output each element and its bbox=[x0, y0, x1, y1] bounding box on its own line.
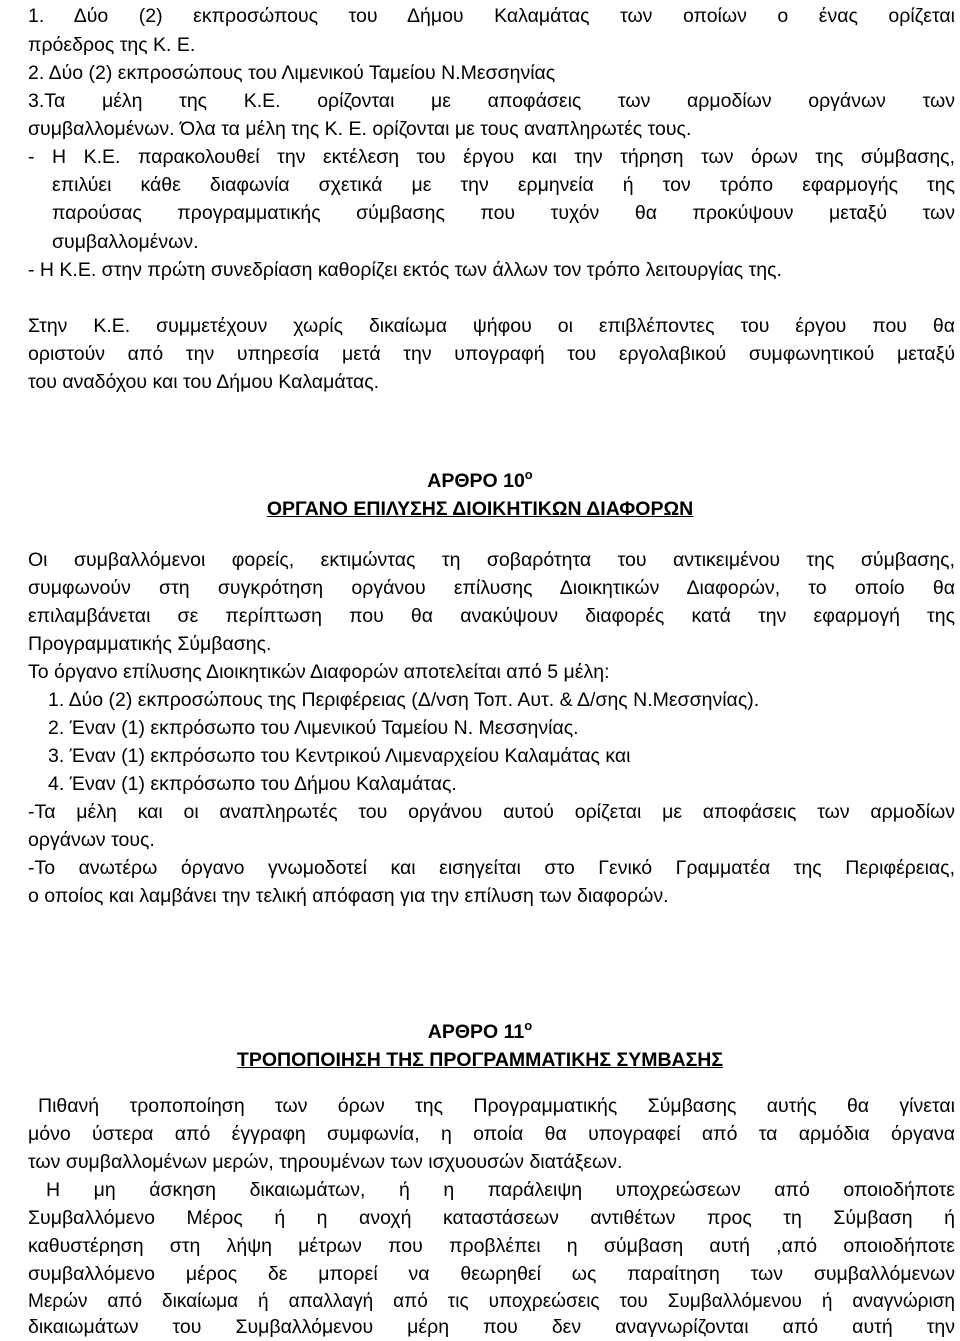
list-item-3: 3.Τα μέλη της Κ.Ε. ορίζονται με αποφάσεις των αρμοδίων οργάνων των bbox=[28, 90, 955, 112]
text-line: Οι συμβαλλόμενοι φορείς, εκτιμώντας τη σοβαρότητα του αντικειμένου της σύμβασης, bbox=[28, 549, 955, 571]
text-line: ο οποίος και λαμβάνει την τελική απόφαση για την επίλυση των διαφορών. bbox=[28, 885, 669, 907]
text-line: του αναδόχου και του Δήμου Καλαμάτας. bbox=[28, 371, 380, 393]
text-line: συμβαλλομένων. Όλα τα μέλη της Κ. Ε. ορίζονται με τους αναπληρωτές τους. bbox=[28, 118, 692, 140]
text-line: Μερών από δικαίωμα ή απαλλαγή από τις υποχρεώσεις του Συμβαλλόμενου ή αναγνώριση bbox=[28, 1291, 955, 1312]
text-line: επιλύει κάθε διαφωνία σχετικά με την ερμηνεία ή τον τρόπο εφαρμογής της bbox=[52, 174, 955, 196]
list-item: 4. Έναν (1) εκπρόσωπο του Δήμου Καλαμάτας. bbox=[48, 773, 457, 795]
article-10-title: ΟΡΓΑΝΟ ΕΠΙΛΥΣΗΣ ΔΙΟΙΚΗΤΙΚΩΝ ΔΙΑΦΟΡΩΝ bbox=[266, 498, 694, 520]
text-line: οριστούν από την υπηρεσία μετά την υπογραφή του εργολαβικού συμφωνητικού μεταξύ bbox=[28, 343, 955, 365]
text-line: - Η Κ.Ε. στην πρώτη συνεδρίαση καθορίζει εκτός των άλλων τον τρόπο λειτουργίας της. bbox=[28, 259, 782, 281]
article-10-heading: ΑΡΘΡΟ $10^o$ bbox=[427, 467, 533, 492]
text-line: συμφωνούν στη συγκρότηση οργάνου επίλυσης Διοικητικών Διαφορών, το οποίο θα bbox=[28, 577, 955, 599]
text-line: Η μη άσκηση δικαιωμάτων, ή η παράλειψη υποχρεώσεων από οποιοδήποτε bbox=[46, 1179, 955, 1201]
article-11-title: ΤΡΟΠΟΠΟΙΗΣΗ ΤΗΣ ΠΡΟΓΡΑΜΜΑΤΙΚΗΣ ΣΥΜΒΑΣΗΣ bbox=[236, 1049, 724, 1071]
text-line: παρούσας προγραμματικής σύμβασης που τυχόν θα προκύψουν μεταξύ των bbox=[52, 202, 955, 224]
text-line: οργάνων τους. bbox=[28, 829, 155, 851]
text-line: -Το ανωτέρω όργανο γνωμοδοτεί και εισηγείται στο Γενικό Γραμματέα της Περιφέρειας, bbox=[28, 857, 955, 879]
text-line: Στην Κ.Ε. συμμετέχουν χωρίς δικαίωμα ψήφου οι επιβλέποντες του έργου που θα bbox=[28, 315, 955, 337]
text-line: -Τα μέλη και οι αναπληρωτές του οργάνου αυτού ορίζεται με αποφάσεις των αρμοδίων bbox=[28, 801, 955, 823]
text-line: Συμβαλλόμενο Μέρος ή η ανοχή καταστάσεων αντιθέτων προς τη Σύμβαση ή bbox=[28, 1207, 955, 1229]
text-line: επιλαμβάνεται σε περίπτωση που θα ανακύψουν διαφορές κατά την εφαρμογή της bbox=[28, 605, 955, 627]
list-item-1: 1. Δύο (2) εκπροσώπους του Δήμου Καλαμάτας των οποίων ο ένας ορίζεται bbox=[28, 5, 955, 27]
text-line: μόνο ύστερα από έγγραφη συμφωνία, η οποία θα υπογραφεί από τα αρμόδια όργανα bbox=[28, 1123, 955, 1145]
list-item: 2. Έναν (1) εκπρόσωπο του Λιμενικού Ταμείου Ν. Μεσσηνίας. bbox=[48, 717, 579, 739]
text-line: Προγραμματικής Σύμβασης. bbox=[28, 633, 272, 655]
text-line: των συμβαλλομένων μερών, τηρουμένων των ισχυουσών διατάξεων. bbox=[28, 1151, 623, 1173]
text-line: Πιθανή τροποποίηση των όρων της Προγραμματικής Σύμβασης αυτής θα γίνεται bbox=[38, 1095, 955, 1117]
text-line: συμβαλλομένων. bbox=[52, 231, 199, 253]
list-item-2: 2. Δύο (2) εκπροσώπους του Λιμενικού Ταμείου Ν.Μεσσηνίας bbox=[28, 62, 556, 84]
list-item: 1. Δύο (2) εκπροσώπους της Περιφέρειας (Δ/νση Τοπ. Αυτ. & Δ/σης Ν.Μεσσηνίας). bbox=[48, 689, 760, 711]
text-line: δικαιωμάτων του Συμβαλλόμενου μέρη που δεν αναγνωρίζονται από αυτή την bbox=[28, 1316, 955, 1338]
text-line: πρόεδρος της Κ. Ε. bbox=[28, 34, 196, 56]
text-line: καθυστέρηση στη λήψη μέτρων που προβλέπει η σύμβαση αυτή ,από οποιοδήποτε bbox=[28, 1235, 955, 1257]
text-line: - Η Κ.Ε. παρακολουθεί την εκτέλεση του έργου και την τήρηση των όρων της σύμβασης, bbox=[28, 146, 955, 168]
text-line: Το όργανο επίλυσης Διοικητικών Διαφορών αποτελείται από 5 μέλη: bbox=[28, 661, 610, 683]
text-line: συμβαλλόμενο μέρος δε μπορεί να θεωρηθεί ως παραίτηση των συμβαλλόμενων bbox=[28, 1263, 955, 1285]
list-item: 3. Έναν (1) εκπρόσωπο του Κεντρικού Λιμεναρχείου Καλαμάτας και bbox=[48, 745, 631, 767]
article-11-heading: ΑΡΘΡΟ $11^o$ bbox=[427, 1018, 533, 1043]
